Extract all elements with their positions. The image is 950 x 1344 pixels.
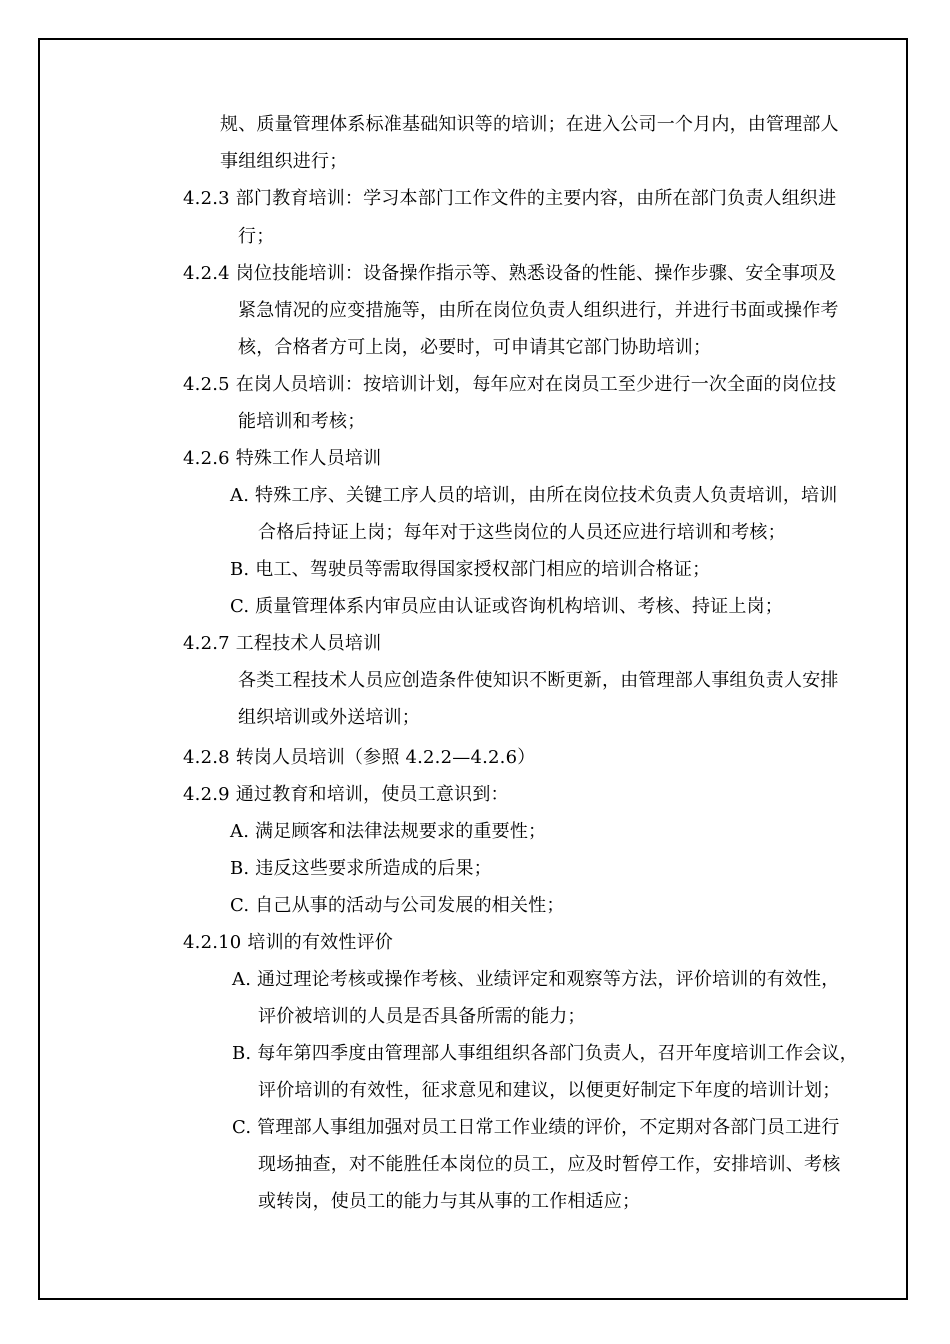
text-line: A. 满足顾客和法律法规要求的重要性； <box>230 821 547 842</box>
text-line: 4.2.6 特殊工作人员培训 <box>183 448 382 469</box>
text-line: 4.2.4 岗位技能培训：设备操作指示等、熟悉设备的性能、操作步骤、安全事项及 <box>183 263 837 284</box>
text-line: 4.2.3 部门教育培训：学习本部门工作文件的主要内容，由所在部门负责人组织进 <box>183 188 837 209</box>
text-line: 评价培训的有效性，征求意见和建议，以便更好制定下年度的培训计划； <box>258 1080 841 1101</box>
text-line: C. 质量管理体系内审员应由认证或咨询机构培训、考核、持证上岗； <box>230 596 783 617</box>
text-line: C. 自己从事的活动与公司发展的相关性； <box>230 895 565 916</box>
text-line: 现场抽查，对不能胜任本岗位的员工，应及时暂停工作，安排培训、考核 <box>258 1154 841 1175</box>
text-line: 或转岗，使员工的能力与其从事的工作相适应； <box>258 1191 641 1212</box>
text-line: 事组组织进行； <box>220 151 348 172</box>
page-border <box>38 38 908 1300</box>
text-line: A. 特殊工序、关键工序人员的培训，由所在岗位技术负责人负责培训，培训 <box>230 485 838 506</box>
text-line: 4.2.5 在岗人员培训：按培训计划，每年应对在岗员工至少进行一次全面的岗位技 <box>183 374 837 395</box>
text-line: 能培训和考核； <box>238 411 366 432</box>
text-line: 4.2.10 培训的有效性评价 <box>183 932 393 953</box>
text-line: 紧急情况的应变措施等，由所在岗位负责人组织进行，并进行书面或操作考 <box>238 300 839 321</box>
text-line: 组织培训或外送培训； <box>238 707 420 728</box>
text-line: 行； <box>238 226 275 247</box>
text-line: 合格后持证上岗；每年对于这些岗位的人员还应进行培训和考核； <box>258 522 786 543</box>
text-line: C. 管理部人事组加强对员工日常工作业绩的评价，不定期对各部门员工进行 <box>232 1117 840 1138</box>
text-line: 4.2.8 转岗人员培训（参照 4.2.2—4.2.6） <box>183 747 536 768</box>
text-line: B. 违反这些要求所造成的后果； <box>230 858 492 879</box>
text-line: 4.2.9 通过教育和培训，使员工意识到： <box>183 784 509 805</box>
text-line: 各类工程技术人员应创造条件使知识不断更新，由管理部人事组负责人安排 <box>238 670 839 691</box>
text-line: B. 电工、驾驶员等需取得国家授权部门相应的培训合格证； <box>230 559 711 580</box>
text-line: B. 每年第四季度由管理部人事组组织各部门负责人，召开年度培训工作会议， <box>232 1043 858 1064</box>
text-line: A. 通过理论考核或操作考核、业绩评定和观察等方法，评价培训的有效性， <box>232 969 840 990</box>
text-line: 规、质量管理体系标准基础知识等的培训；在进入公司一个月内，由管理部人 <box>220 114 839 135</box>
text-line: 评价被培训的人员是否具备所需的能力； <box>258 1006 586 1027</box>
text-line: 核，合格者方可上岗，必要时，可申请其它部门协助培训； <box>238 337 712 358</box>
text-line: 4.2.7 工程技术人员培训 <box>183 633 382 654</box>
